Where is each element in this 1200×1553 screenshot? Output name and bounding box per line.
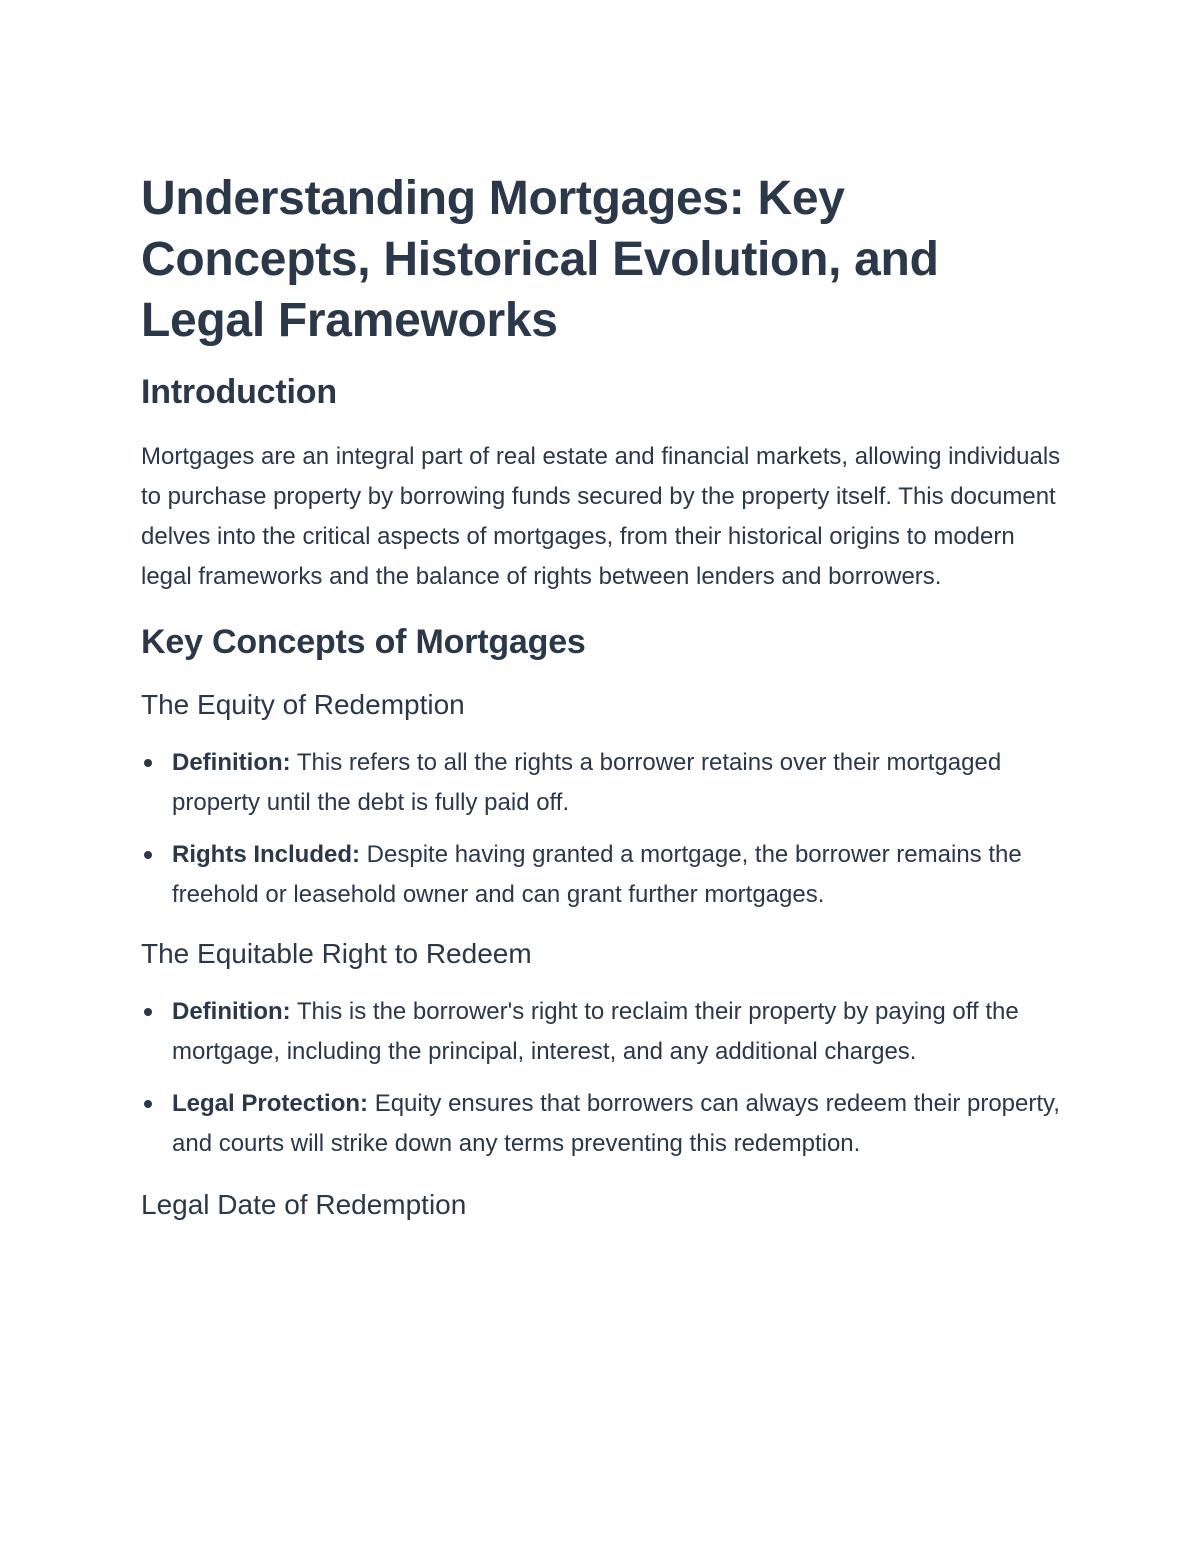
bullet-icon: [144, 759, 152, 767]
legal-date-of-redemption-heading: Legal Date of Redemption: [141, 1189, 467, 1220]
equitable-right-list: [141, 992, 1061, 1164]
introduction-heading: Introduction: [141, 373, 337, 411]
introduction-paragraph: Mortgages are an integral part of real estate and financial markets, allowing individuals to purchase property by borrowing funds secured by the property itself. This document delves into the critical aspects of mortgages, from their historical origins to modern legal frameworks and the balance of rights between lenders and borrowers.: [141, 443, 1061, 590]
key-concepts-heading: Key Concepts of Mortgages: [141, 623, 586, 661]
list-item-separator: :: [282, 749, 291, 776]
equity-of-redemption-heading: The Equity of Redemption: [141, 689, 465, 720]
equity-of-redemption-list: [141, 743, 1061, 915]
bullet-icon: [144, 1008, 152, 1016]
list-item-term: Definition: [172, 749, 283, 776]
list-item-text: This refers to all the rights a borrower retains over their mortgaged property until the debt is fully paid off.: [172, 749, 1002, 816]
list-item-term: Definition: [172, 998, 283, 1025]
list-item: [141, 992, 1061, 1072]
bullet-icon: [144, 851, 152, 859]
equitable-right-to-redeem-heading: The Equitable Right to Redeem: [141, 938, 532, 969]
list-item-separator: :: [282, 998, 291, 1025]
list-item-separator: :: [352, 841, 360, 868]
list-item-text: This is the borrower's right to reclaim their property by paying off the mortgage, including the principal, interest, and any additional charges.: [172, 998, 1019, 1065]
list-item-text: Equity ensures that borrowers can always redeem their property, and courts will strike down any terms preventing this redemption.: [172, 1090, 1060, 1157]
list-item: [141, 1084, 1061, 1164]
list-item-text: Despite having granted a mortgage, the borrower remains the freehold or leasehold owner and can grant further mortgages.: [172, 841, 1022, 908]
list-item: [141, 743, 1061, 823]
list-item-term: Rights Included: [172, 841, 352, 868]
list-item-separator: :: [360, 1090, 369, 1117]
document-title: Understanding Mortgages: Key Concepts, Historical Evolution, and Legal Frameworks: [141, 172, 939, 347]
document-page: [141, 168, 1061, 1223]
list-item-term: Legal Protection: [172, 1090, 361, 1117]
bullet-icon: [144, 1100, 152, 1108]
list-item: [141, 835, 1061, 915]
